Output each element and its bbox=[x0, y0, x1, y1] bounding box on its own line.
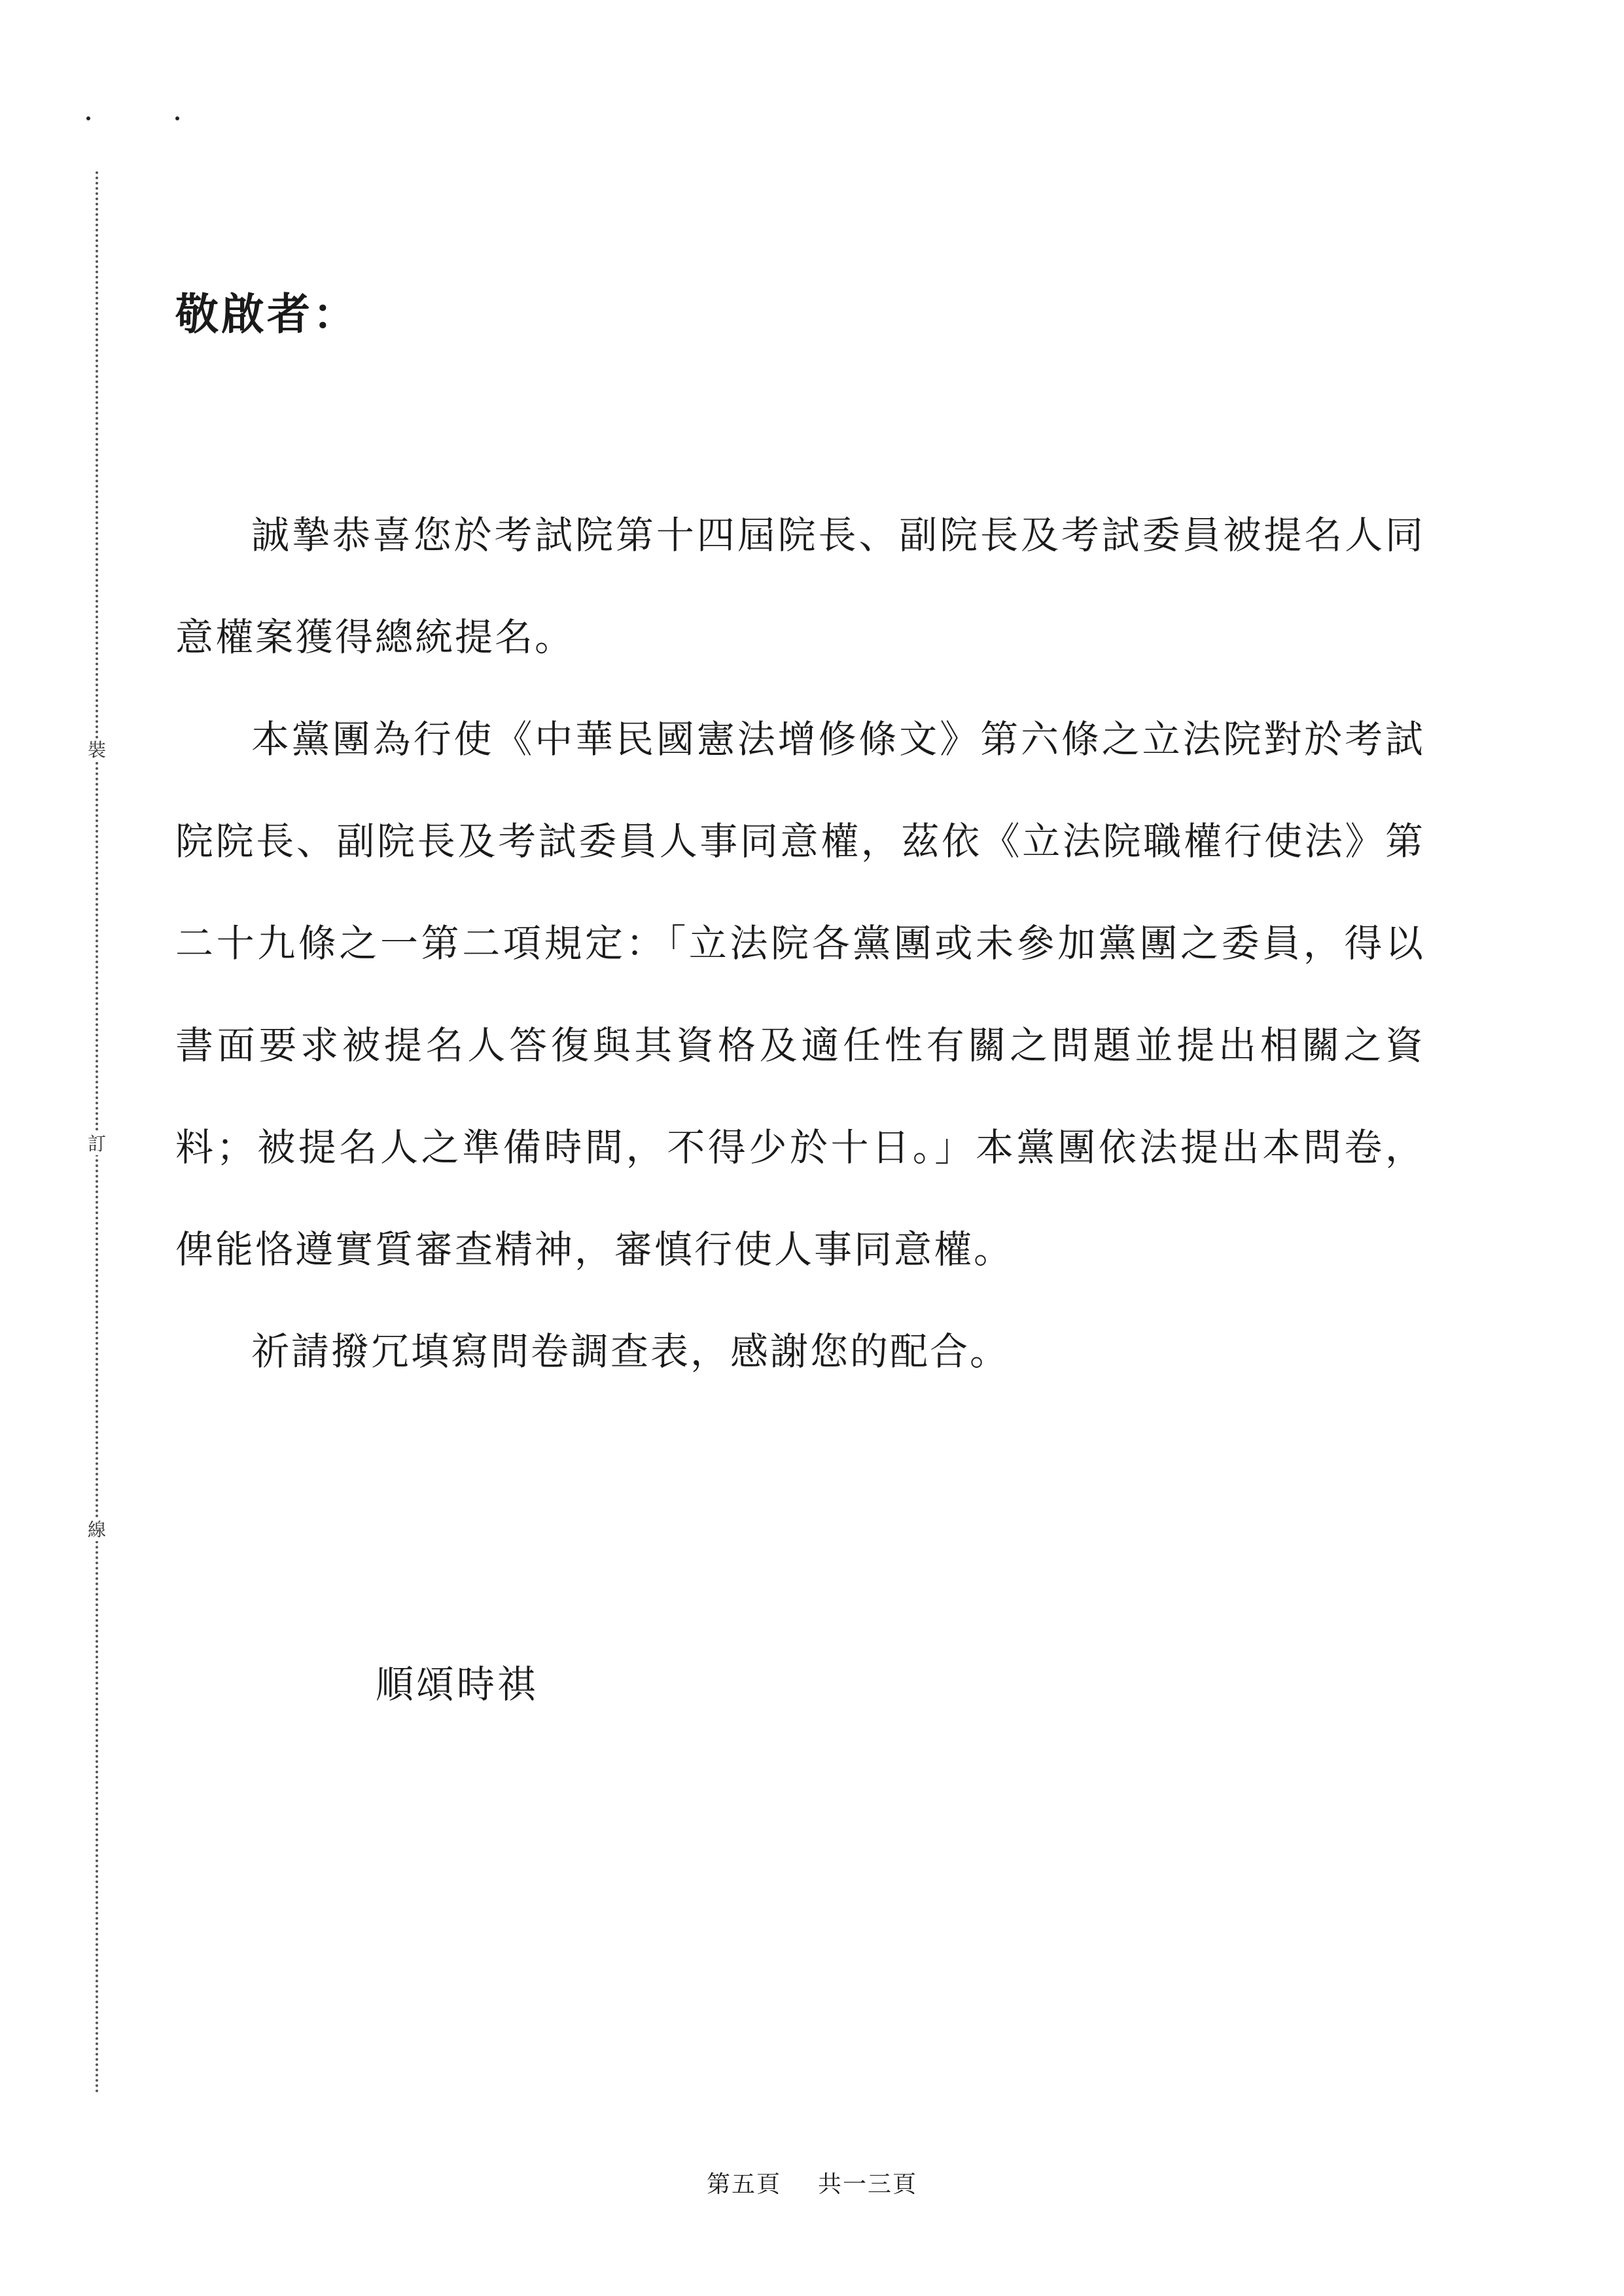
paragraph-request: 祈請撥冗填寫問卷調查表，感謝您的配合。 bbox=[251, 1329, 1010, 1374]
binding-mark-staple: 訂 bbox=[84, 1133, 110, 1155]
scan-speck bbox=[86, 116, 90, 120]
letter-body bbox=[175, 484, 1425, 1402]
scan-speck bbox=[175, 116, 179, 120]
binding-mark-line: 線 bbox=[84, 1519, 110, 1541]
salutation: 敬啟者： bbox=[175, 288, 359, 339]
paragraph-legal-basis: 本黨團為行使《中華民國憲法增修條文》第六條之立法院對於考試院院長、副院長及考試委員人事同意權，茲依《立法院職權行使法》第二十九條之一第二項規定：「立法院各黨團或未參加黨團之委員，得以書面要求被提名人答復與其資格及適任性有關之問題並提出相關之資料；被提名人之準備時間，不得少於十日。」本黨團依法提出本問卷，俾能恪遵實質審查精神，審慎行使人事同意權。 bbox=[175, 717, 1425, 1272]
page-footer bbox=[0, 2170, 1624, 2199]
closing-greeting: 順頌時祺 bbox=[376, 1662, 538, 1707]
page-number: 第五頁 bbox=[706, 2171, 781, 2198]
paragraph-congratulations: 誠摯恭喜您於考試院第十四屆院長、副院長及考試委員被提名人同意權案獲得總統提名。 bbox=[175, 513, 1425, 659]
page-total: 共一三頁 bbox=[818, 2171, 918, 2198]
binding-mark-bind: 裝 bbox=[84, 739, 110, 761]
